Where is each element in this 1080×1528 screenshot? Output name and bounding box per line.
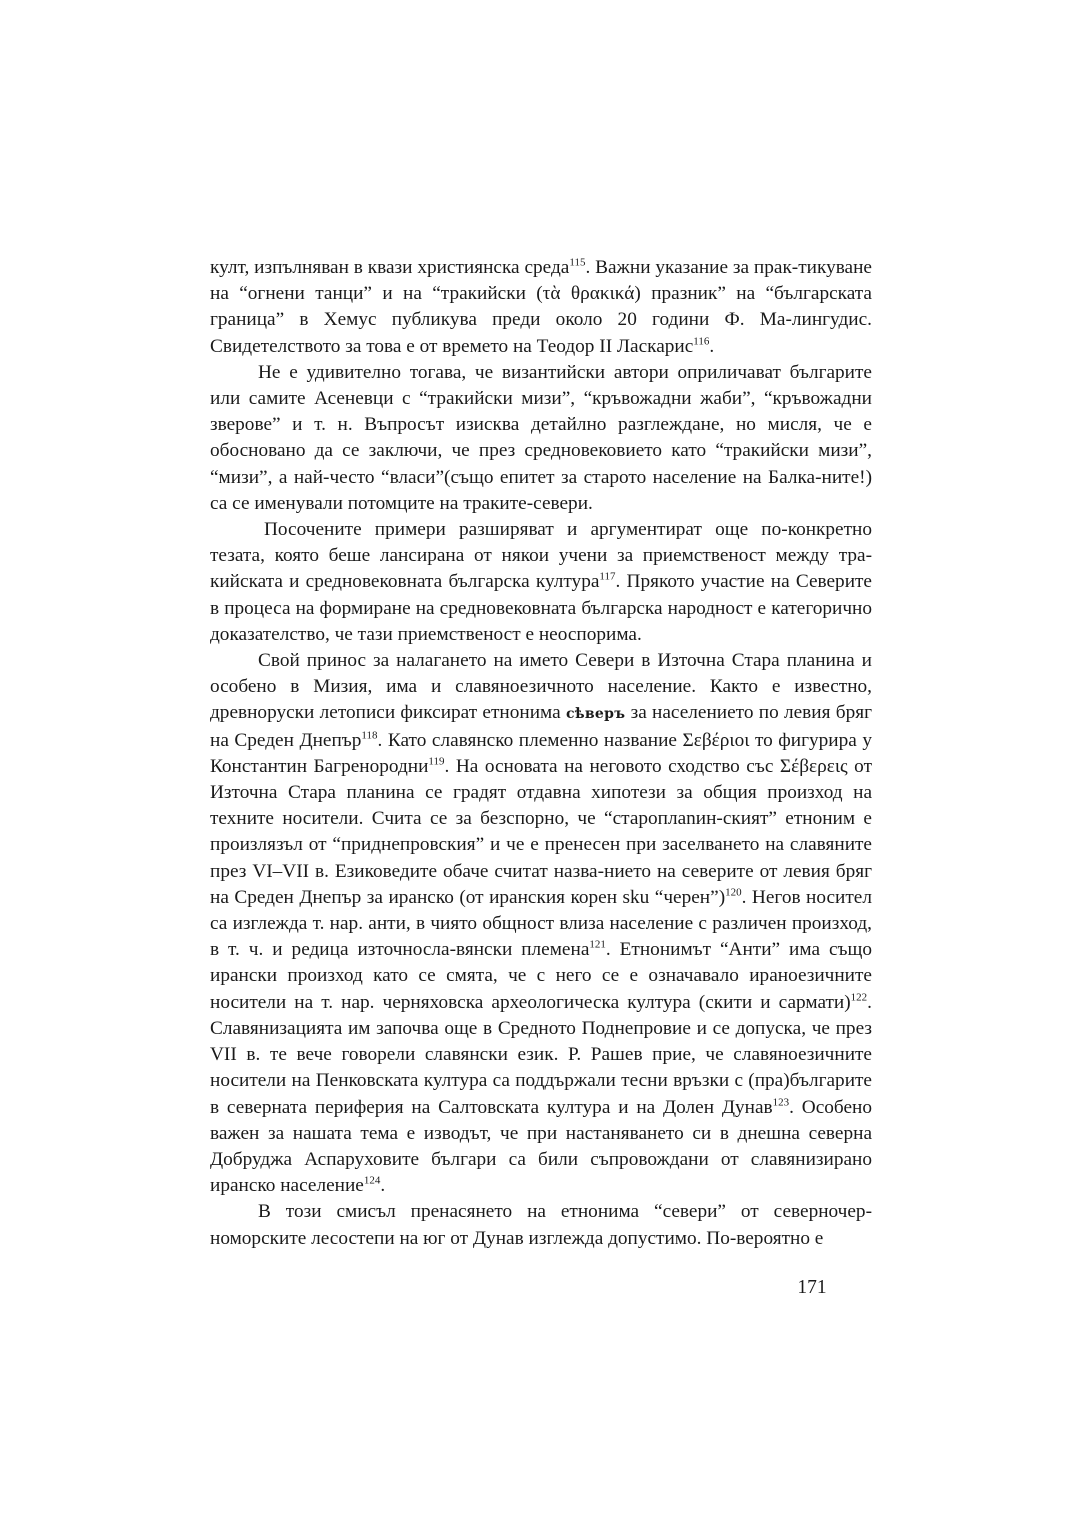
footnote-ref: 124 [363, 1174, 381, 1187]
text-run: . Важни указание за прак-тикуване на “огнени танци” и на “тракийски (τὰ θρακικά) празник” на “българската граница” в Хемус публикува преди около 20 години Ф. Ма-лингудис. Свидетелството за това е от времето на Теодор II Ласкарис [210, 257, 872, 357]
text-run: Не е удивително тогава, че византийски автори оприличават българите или самите Асеневци с “тракийски мизи”, “кръвожадни жаби”, “кръвожадни зверове” и т. н. Въпросът изисква детайлно разглеждане, но мисля, че е обосновано да се заключи, че през средновековието като “тракийски мизи”, “мизи”, а най-често “власи”(също епитет за старото население на Балка-ните!) са се именували потомците на траките-севери. [210, 361, 872, 514]
text-run: . Славянизацията им започва още в Средното Поднепровие и се допуска, че през VII в. те вече говорели славянски език. Р. Рашев прие, че славяноезичните носители на Пенковската култура са поддържали тесни връзки с (пра)българите в северната периферия на Салтовската култура и на Долен Дунав [210, 991, 872, 1118]
text-run: . Негов носител са изглежда т. нар. анти, в чиято общност влиза население с различен произход, в т. ч. и редица източносла-вянски племена [210, 886, 872, 961]
footnote-ref: 123 [772, 1096, 790, 1109]
text-run: В този смисъл пренасянето на етнонима “севери” от северночер-номорските лесостепи на юг от Дунав изглежда допустимо. По-вероятно е [210, 1201, 872, 1249]
text-run: . [380, 1175, 386, 1197]
text-run: . Прякото участие на Северите в процеса на формиране на средновековната българска народност е категорично доказателство, че тази приемственост е неоспорима. [210, 571, 872, 645]
footnote-ref: 119 [428, 755, 445, 768]
text-run: . Особено важен за нашата тема е изводът, че при настаняването си в днешна северна Добруджа Аспаруховите българи са били съпровождани от славянизирано иранско население [210, 1096, 872, 1197]
text-run: Свой принос за налагането на името Севери в Източна Стара планина и особено в Мизия, има и славяноезичното население. Както е известно, древноруски летописи фиксират етнонима [210, 650, 872, 724]
text-run: . Етнонимът “Анти” има също ирански произход като се смята, че с него се е означавало ираноезичните носители на т. нар. черняховска археологическа култура (скити и сармати) [210, 939, 872, 1013]
text-run: . Като славянско племенно название Σεβέριοι то фигурира у Константин Багренородни [210, 729, 873, 777]
footnote-ref: 116 [693, 335, 710, 348]
old-slavonic-word: сѣверъ [565, 706, 626, 723]
text-run: за населението по левия бряг на Среден Днепър [210, 702, 872, 751]
footnote-ref: 121 [589, 938, 606, 951]
paragraph-2 [210, 360, 872, 517]
text-run: . На основата на неговото сходство със Σέβερεις от Източна Стара планина се градят отдавна хипотези за общия произход на техните носители. Счита се за безспорно, че “староплanин-ският” етноним е произлязъл от “приднепровския” и че е пренесен при заселването на славяните през VI–VII в. Езиковедите обаче считат назва-нието на северите от левия бряг на Среден Днепър за иранско (от иранския корен sku “черен”) [210, 755, 872, 908]
footnote-ref: 120 [725, 886, 742, 899]
paragraph-5 [210, 1199, 872, 1251]
text-run: култ, изпълняван в квази християнска среда [210, 257, 570, 278]
footnote-ref: 115 [569, 256, 586, 269]
page-number: 171 [797, 1277, 827, 1298]
body-text [210, 255, 872, 1252]
footnote-ref: 117 [599, 571, 616, 584]
paragraph-1 [210, 255, 872, 360]
text-run: Посочените примери разширяват и аргументират още по-конкретно тезата, която беше лансирана от някои учени за приемственост между тра-кийската и средновековната българска култура [210, 519, 872, 593]
footnote-ref: 122 [850, 991, 868, 1004]
footnote-ref: 118 [361, 729, 378, 742]
text-run: . [709, 335, 715, 357]
paragraph-3 [210, 517, 872, 648]
paragraph-4 [210, 648, 872, 1199]
